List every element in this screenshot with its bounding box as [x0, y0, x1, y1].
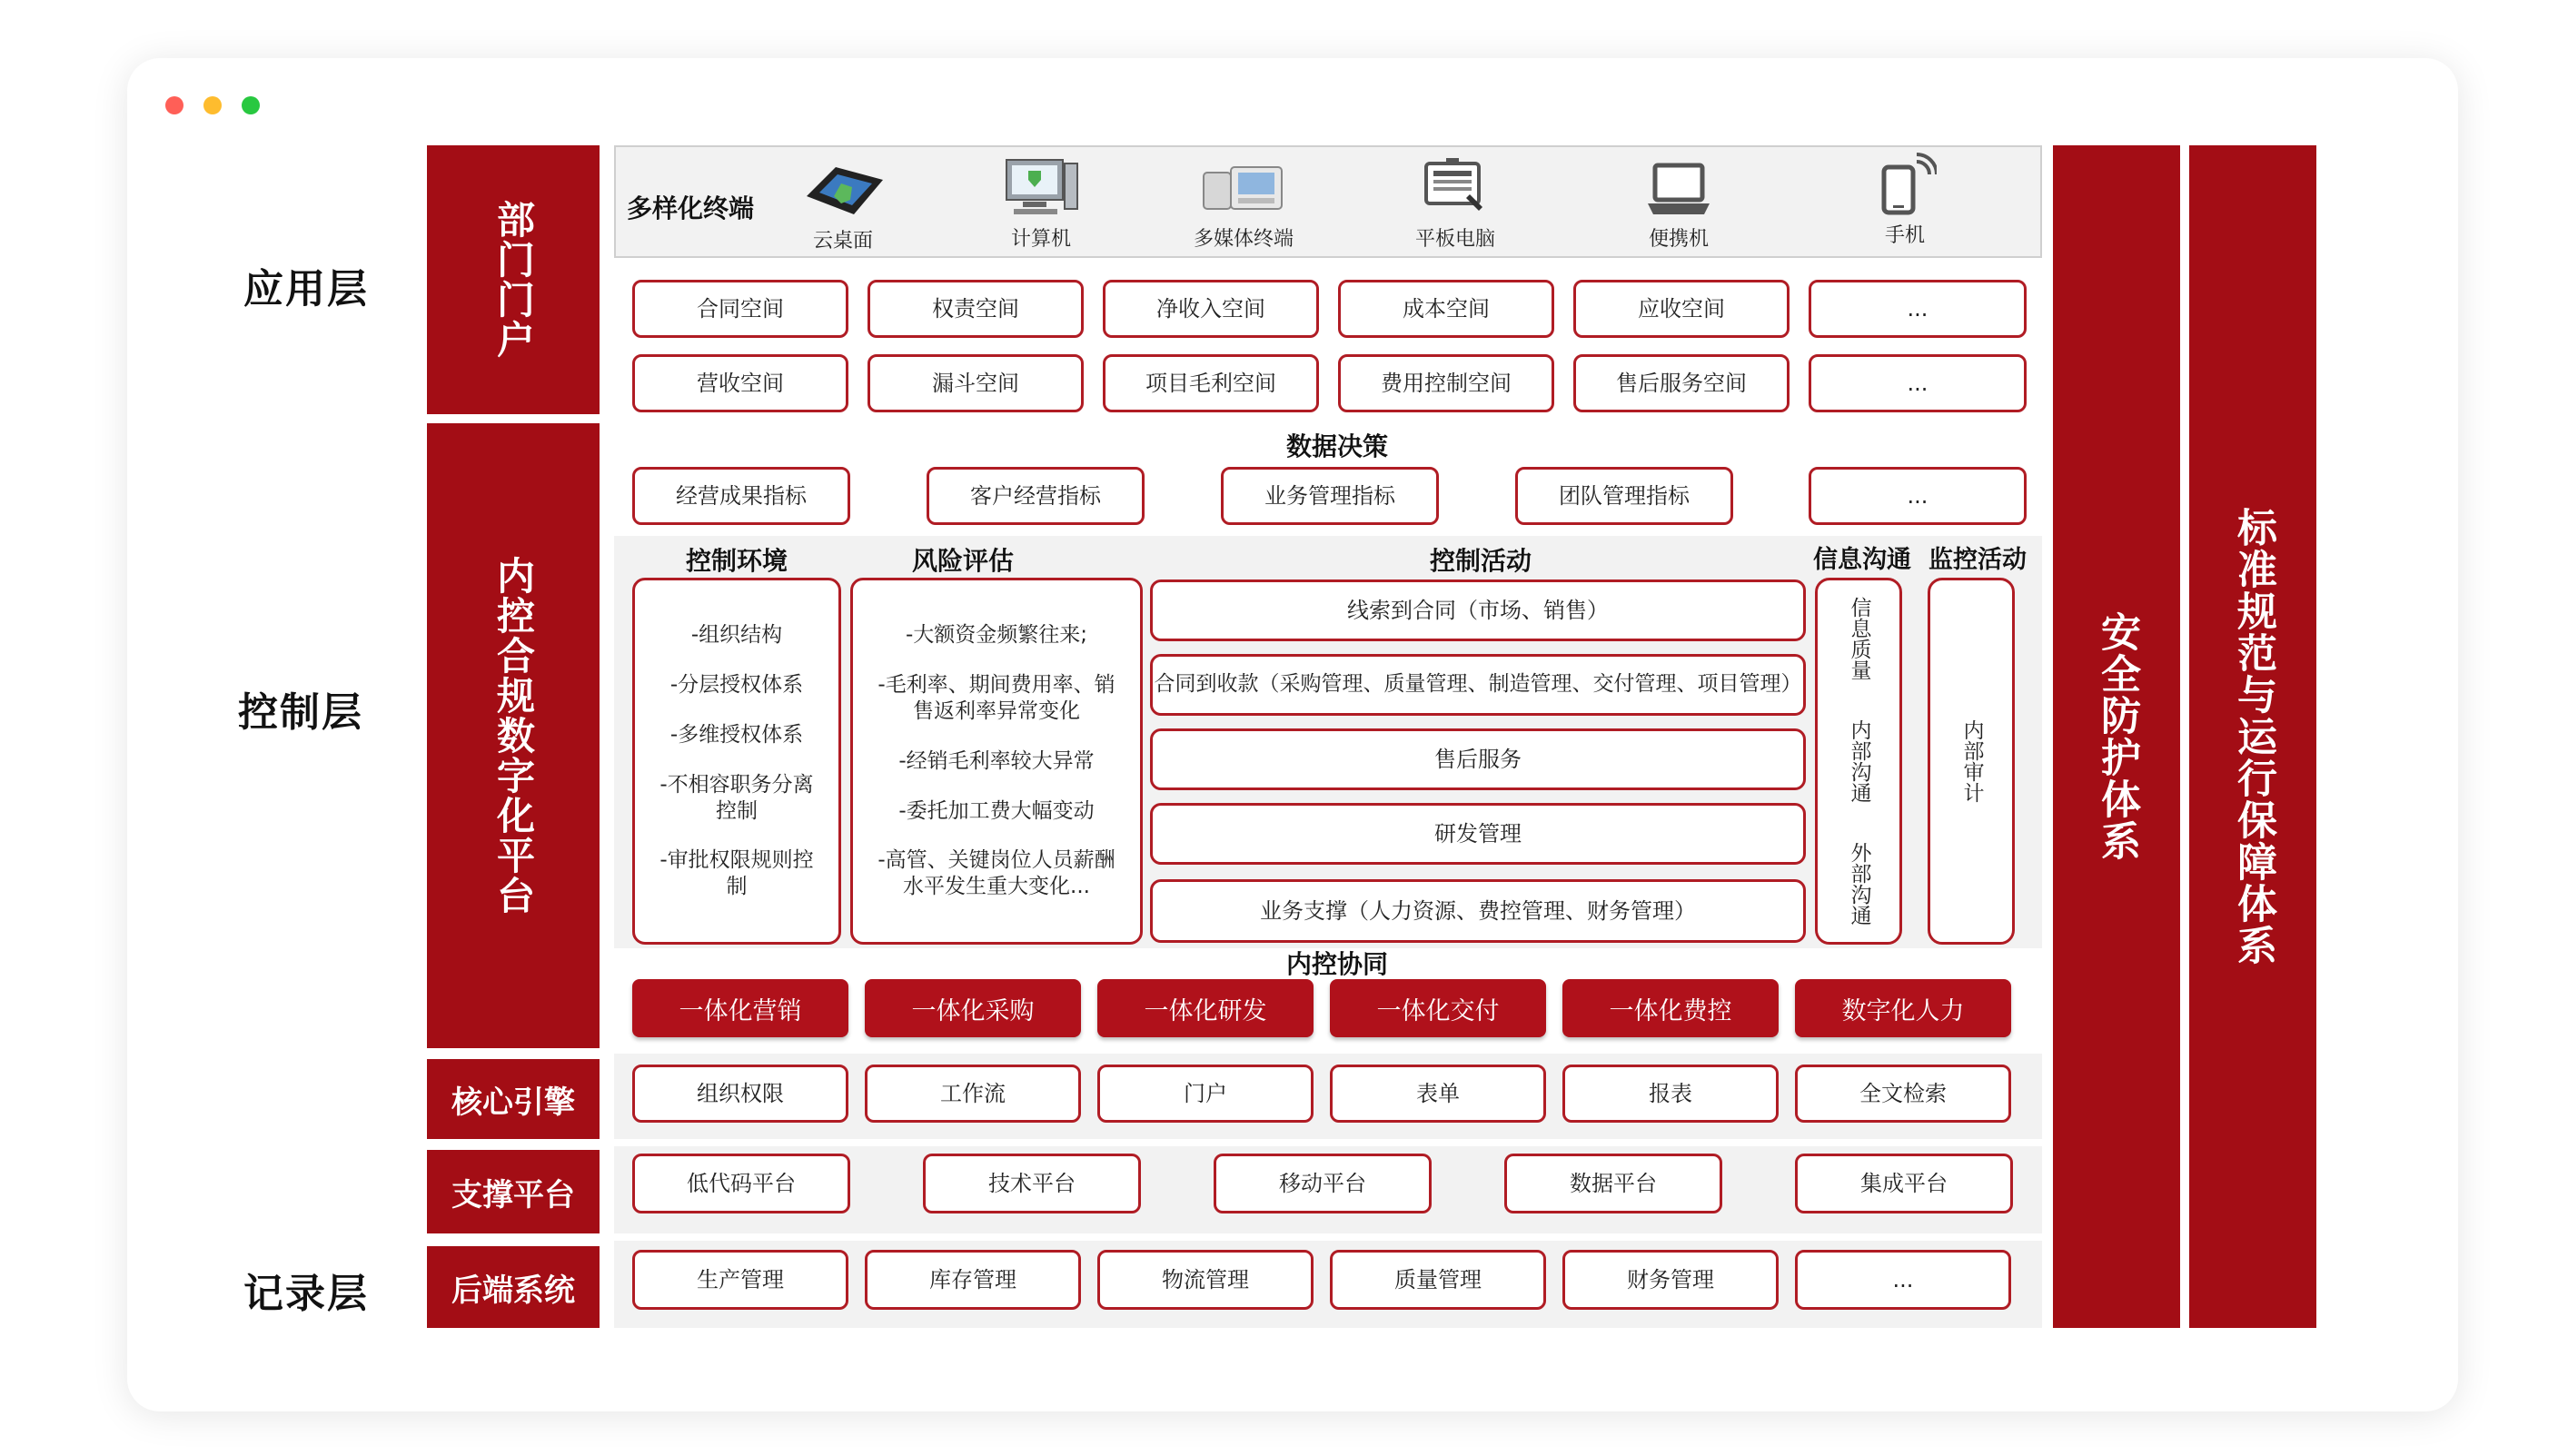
risk-item: -高管、关键岗位人员薪酬水平发生重大变化... — [877, 848, 1115, 899]
support-lowcode[interactable]: 低代码平台 — [632, 1154, 850, 1213]
support-data[interactable]: 数据平台 — [1504, 1154, 1722, 1213]
standards-block: 标准规范与运行保障体系 — [2189, 145, 2316, 1328]
engine-portal[interactable]: 门户 — [1097, 1065, 1314, 1123]
risk-assessment-title: 风险评估 — [911, 546, 1014, 576]
layer-label-app: 应用层 — [243, 266, 369, 312]
synergy-digital-hr-button[interactable]: 数字化人力 — [1795, 979, 2011, 1037]
core-engine-block: 核心引擎 — [427, 1059, 600, 1139]
synergy-procurement-button[interactable]: 一体化采购 — [865, 979, 1081, 1037]
control-env-item: -审批权限规则控制 — [659, 848, 814, 899]
support-tech[interactable]: 技术平台 — [923, 1154, 1141, 1213]
cloud-desktop-icon — [799, 160, 887, 222]
layer-label-record: 记录层 — [243, 1271, 369, 1317]
risk-item: -大额资金频繁往来; — [905, 623, 1088, 648]
info-communication-title: 信息沟通 — [1813, 546, 1911, 574]
synergy-marketing-button[interactable]: 一体化营销 — [632, 979, 848, 1037]
engine-org-permissions[interactable]: 组织权限 — [632, 1065, 848, 1123]
laptop-icon — [1642, 158, 1715, 220]
terminals-title: 多样化终端 — [627, 193, 755, 223]
risk-item: -委托加工费大幅变动 — [898, 798, 1095, 823]
backend-finance[interactable]: 财务管理 — [1562, 1250, 1779, 1310]
space-more-2[interactable]: ... — [1809, 354, 2027, 412]
space-authority[interactable]: 权责空间 — [868, 280, 1084, 338]
activity-rd-management[interactable]: 研发管理 — [1150, 803, 1806, 865]
activity-after-sales[interactable]: 售后服务 — [1150, 728, 1806, 790]
backend-logistics[interactable]: 物流管理 — [1097, 1250, 1314, 1310]
engine-workflow[interactable]: 工作流 — [865, 1065, 1081, 1123]
space-more-1[interactable]: ... — [1809, 280, 2027, 338]
synergy-delivery-button[interactable]: 一体化交付 — [1330, 979, 1546, 1037]
decision-title: 数据决策 — [1285, 431, 1388, 461]
info-communication-column — [1815, 578, 1902, 945]
space-receivable[interactable]: 应收空间 — [1573, 280, 1790, 338]
activity-business-support[interactable]: 业务支撑（人力资源、费控管理、财务管理） — [1150, 879, 1806, 943]
backend-inventory[interactable]: 库存管理 — [865, 1250, 1081, 1310]
backend-quality[interactable]: 质量管理 — [1330, 1250, 1546, 1310]
control-env-item: -多维授权体系 — [669, 722, 804, 747]
security-block: 安全防护体系 — [2053, 145, 2180, 1328]
metric-business-results[interactable]: 经营成果指标 — [632, 467, 850, 525]
monitor-activity-title: 监控活动 — [1928, 546, 2027, 574]
synergy-rd-button[interactable]: 一体化研发 — [1097, 979, 1314, 1037]
activity-lead-to-contract[interactable]: 线索到合同（市场、销售） — [1150, 579, 1806, 641]
window-maximize-dot[interactable] — [242, 96, 260, 114]
external-communication-text: 外部沟通 — [1847, 842, 1871, 926]
control-env-column — [632, 578, 841, 945]
info-quality-text: 信息质量 — [1847, 597, 1871, 680]
terminal-phone[interactable]: 手机 — [1864, 153, 1946, 248]
space-project-margin[interactable]: 项目毛利空间 — [1103, 354, 1319, 412]
metric-customer-operations[interactable]: 客户经营指标 — [927, 467, 1145, 525]
backend-more[interactable]: ... — [1795, 1250, 2011, 1310]
control-activity-title: 控制活动 — [1429, 546, 1532, 576]
internal-audit-text: 内部审计 — [1959, 719, 1984, 803]
space-after-sales[interactable]: 售后服务空间 — [1573, 354, 1790, 412]
portal-block: 部门门户 — [427, 145, 600, 414]
window-minimize-dot[interactable] — [203, 96, 222, 114]
terminal-tablet[interactable]: 平板电脑 — [1410, 154, 1501, 252]
terminal-laptop[interactable]: 便携机 — [1633, 158, 1724, 252]
support-platform-block: 支撑平台 — [427, 1150, 600, 1233]
metric-more[interactable]: ... — [1809, 467, 2027, 525]
synergy-title: 内控协同 — [1285, 949, 1388, 979]
control-env-title: 控制环境 — [685, 546, 788, 576]
space-contract[interactable]: 合同空间 — [632, 280, 848, 338]
activity-contract-to-receivable[interactable]: 合同到收款（采购管理、质量管理、制造管理、交付管理、项目管理） — [1150, 654, 1806, 716]
control-env-item: -组织结构 — [690, 623, 783, 648]
engine-reports[interactable]: 报表 — [1562, 1065, 1779, 1123]
multimedia-terminal-icon — [1198, 160, 1289, 220]
control-env-item: -分层授权体系 — [669, 673, 804, 697]
terminal-cloud-desktop[interactable]: 云桌面 — [798, 160, 888, 253]
monitor-activity-column — [1928, 578, 2015, 945]
engine-fulltext-search[interactable]: 全文检索 — [1795, 1065, 2011, 1123]
platform-block: 内控合规数字化平台 — [427, 423, 600, 1048]
risk-assessment-column — [850, 578, 1143, 945]
space-expense-control[interactable]: 费用控制空间 — [1338, 354, 1554, 412]
metric-team-management[interactable]: 团队管理指标 — [1515, 467, 1733, 525]
support-integration[interactable]: 集成平台 — [1795, 1154, 2013, 1213]
tablet-icon — [1419, 154, 1492, 220]
engine-forms[interactable]: 表单 — [1330, 1065, 1546, 1123]
space-revenue[interactable]: 营收空间 — [632, 354, 848, 412]
control-env-item: -不相容职务分离控制 — [659, 772, 814, 823]
backend-system-block: 后端系统 — [427, 1246, 600, 1328]
space-net-income[interactable]: 净收入空间 — [1103, 280, 1319, 338]
backend-production[interactable]: 生产管理 — [632, 1250, 848, 1310]
support-mobile[interactable]: 移动平台 — [1214, 1154, 1432, 1213]
phone-icon — [1873, 153, 1937, 216]
window-close-dot[interactable] — [165, 96, 183, 114]
layer-label-control: 控制层 — [238, 689, 363, 736]
space-funnel[interactable]: 漏斗空间 — [868, 354, 1084, 412]
risk-item: -毛利率、期间费用率、销售返利率异常变化 — [877, 673, 1115, 723]
risk-item: -经销毛利率较大异常 — [898, 748, 1095, 773]
terminal-multimedia[interactable]: 多媒体终端 — [1185, 160, 1303, 252]
synergy-expense-button[interactable]: 一体化费控 — [1562, 979, 1779, 1037]
internal-communication-text: 内部沟通 — [1847, 719, 1871, 803]
space-cost[interactable]: 成本空间 — [1338, 280, 1554, 338]
metric-business-management[interactable]: 业务管理指标 — [1221, 467, 1439, 525]
terminal-computer[interactable]: 计算机 — [996, 156, 1086, 252]
computer-icon — [1001, 156, 1081, 220]
